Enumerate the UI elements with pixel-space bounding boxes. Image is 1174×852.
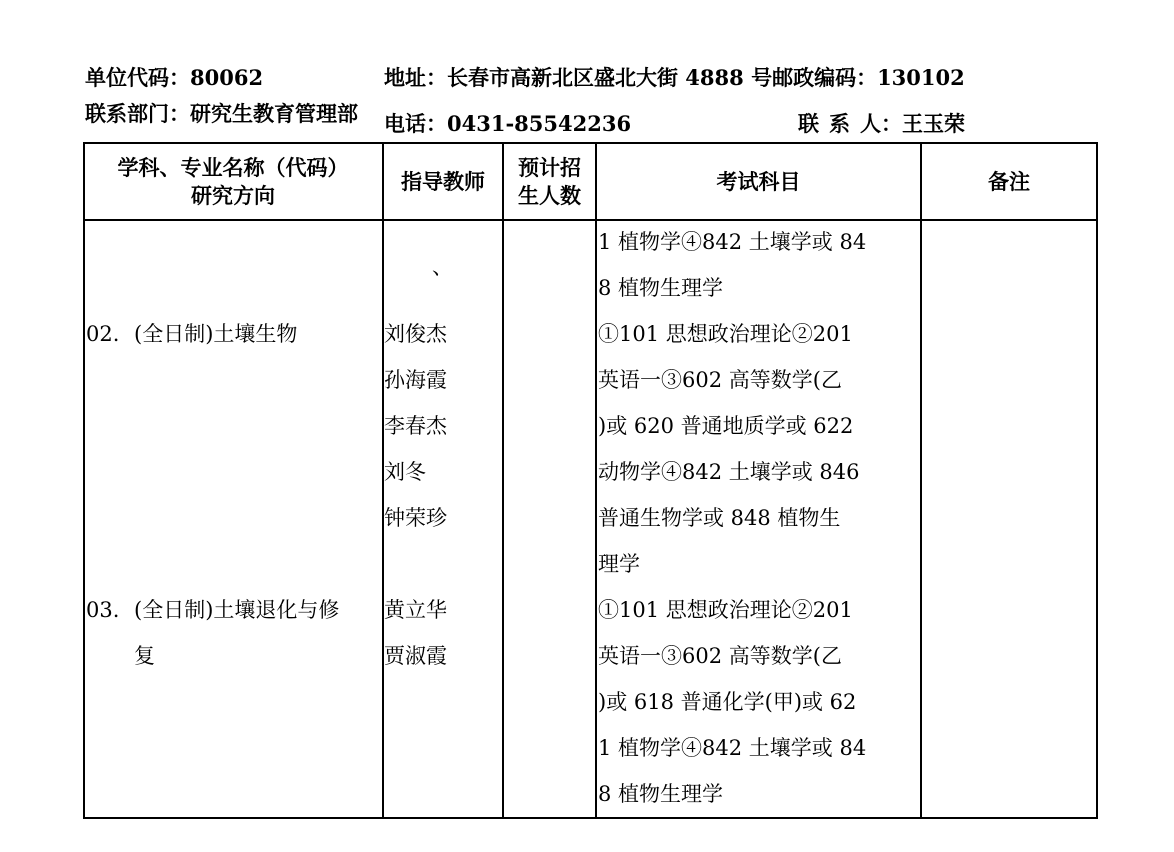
col-header-subject [84, 143, 382, 220]
phone: 电话：0431-85542236 [384, 111, 632, 136]
exam-line: ①101 思想政治理论②201 [598, 322, 853, 346]
col-header-subject-line2: 研究方向 [191, 182, 275, 208]
advisor-name: 孙海霞 [384, 368, 447, 392]
exam-line: 英语一③602 高等数学(乙 [598, 644, 842, 668]
contact-label-3: 人： [860, 111, 902, 136]
col-header-exam [597, 143, 920, 220]
row-02-name: (全日制)土壤生物 [134, 322, 298, 346]
row-03-name-line2: 复 [134, 644, 155, 668]
contact-name: 王玉荣 [902, 111, 965, 136]
exam-line: 8 植物生理学 [598, 276, 724, 300]
col-divider-3 [595, 143, 597, 818]
row-03-name-line1: (全日制)土壤退化与修 [134, 598, 340, 622]
col-header-advisor-label: 指导教师 [401, 168, 485, 194]
col-header-remarks-label: 备注 [988, 168, 1030, 194]
advisor-list-03 [384, 587, 447, 679]
contact-person [798, 108, 965, 138]
advisor-name: 刘俊杰 [384, 322, 447, 346]
col-divider-2 [502, 143, 504, 818]
col-header-enrollment-line1: 预计招 [518, 154, 581, 180]
col-header-exam-label: 考试科目 [716, 168, 801, 194]
advisor-name: 贾淑霞 [384, 644, 447, 668]
row-03-code: 03. [86, 598, 120, 622]
row-02-code: 02. [86, 322, 120, 346]
exam-line: ①101 思想政治理论②201 [598, 598, 853, 622]
address: 地址：长春市高新北区盛北大街 4888 号邮政编码：130102 [384, 65, 965, 90]
advisor-name: 黄立华 [384, 598, 447, 622]
table-border-right [1096, 143, 1098, 818]
col-header-enrollment-line2: 生人数 [518, 182, 581, 208]
exam-line: 动物学④842 土壤学或 846 [598, 460, 860, 484]
exam-line: 理学 [598, 552, 640, 576]
exam-line: )或 618 普通化学(甲)或 62 [598, 690, 857, 714]
exam-line: )或 620 普通地质学或 622 [598, 414, 854, 438]
exam-line: 1 植物学④842 土壤学或 84 [598, 736, 867, 760]
advisor-name: 李春杰 [384, 414, 447, 438]
contact-label-2: 系 [829, 111, 860, 136]
contact-label-1: 联 [798, 111, 829, 136]
exam-line: 英语一③602 高等数学(乙 [598, 368, 842, 392]
advisor-name: 刘冬 [384, 460, 426, 484]
col-header-subject-line1: 学科、专业名称（代码） [117, 154, 349, 180]
col-divider-4 [920, 143, 922, 818]
exam-line: 1 植物学④842 土壤学或 84 [598, 230, 867, 254]
col-header-advisor [384, 143, 502, 220]
exam-line: 8 植物生理学 [598, 782, 724, 806]
advisor-list-02 [384, 311, 447, 541]
dot-mark: 、 [432, 255, 453, 279]
col-header-remarks [922, 143, 1096, 220]
contact-department: 联系部门：研究生教育管理部 [85, 101, 358, 126]
exam-subjects [598, 219, 866, 817]
table-bottom-border [83, 817, 1098, 819]
col-header-enrollment [504, 143, 595, 220]
exam-line: 普通生物学或 848 植物生 [598, 506, 841, 530]
unit-code: 单位代码：80062 [85, 65, 264, 90]
table-border-left [83, 143, 85, 818]
advisor-name: 钟荣珍 [384, 506, 447, 530]
